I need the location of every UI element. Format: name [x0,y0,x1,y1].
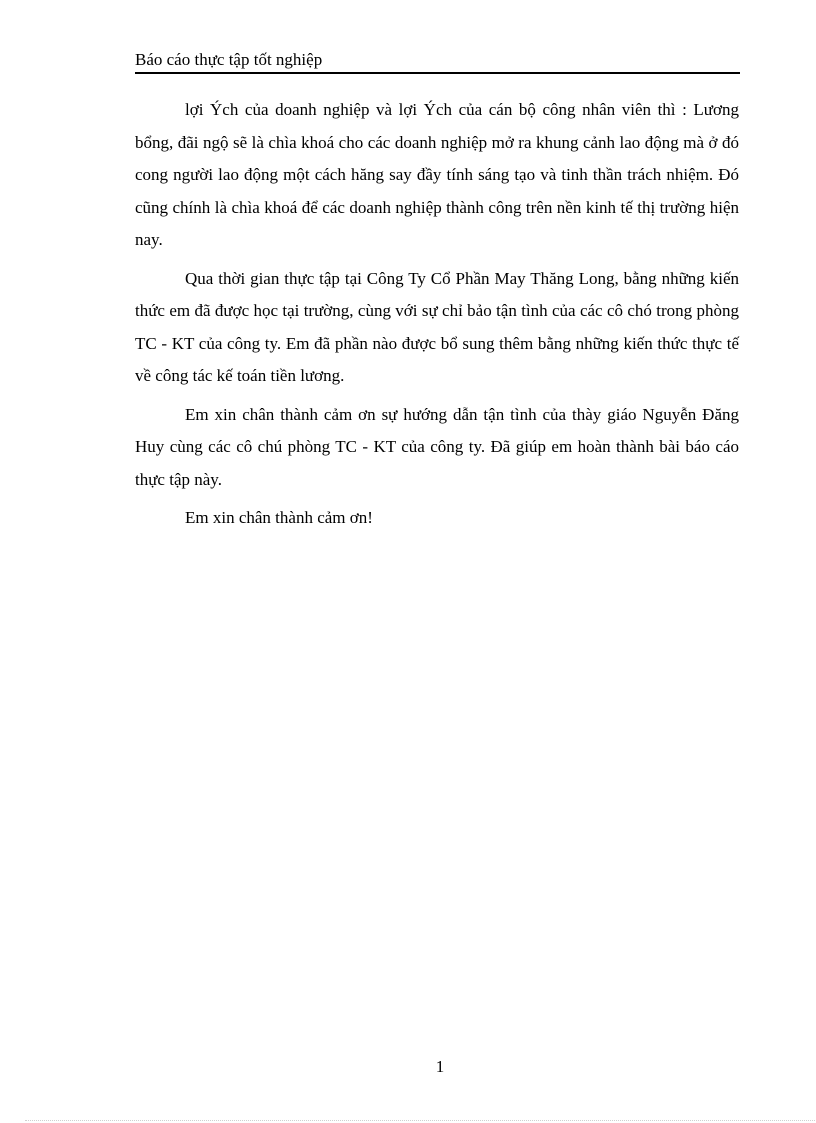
page-number: 1 [435,1057,445,1076]
body-text [135,94,739,541]
page-header [135,48,740,74]
header-title: Báo cáo thực tập tốt nghiệp [135,50,323,69]
footer-divider [25,1120,815,1121]
paragraph: Em xin chân thành cảm ơn sự hướng dẫn tận tình của thày giáo Nguyễn Đăng Huy cùng các cô chú phòng TC - KT của công ty. Đã giúp em hoàn thành bài báo cáo thực tập này. [135,404,739,489]
paragraph: Em xin chân thành cảm ơn! [185,508,373,527]
paragraph: Qua thời gian thực tập tại Công Ty Cổ Phần May Thăng Long, bằng những kiến thức em đã được học tại trường, cùng với sự chỉ bảo tận tình của các cô chó trong phòng TC - KT của công ty. Em đã phần nào được bổ sung thêm bằng những kiến thức thực tế về công tác kế toán tiền lương. [135,268,739,385]
paragraph: lợi Ých của doanh nghiệp và lợi Ých của cán bộ công nhân viên thì : Lương bổng, đãi ngộ sẽ là chìa khoá cho các doanh nghiệp mở ra khung cảnh lao động mà ở đó cong người lao động một cách hăng say đầy tính sáng tạo và tinh thần trách nhiệm. Đó cũng chính là chìa khoá để các doanh nghiệp thành công trên nền kinh tế thị trường hiện nay. [135,100,739,249]
